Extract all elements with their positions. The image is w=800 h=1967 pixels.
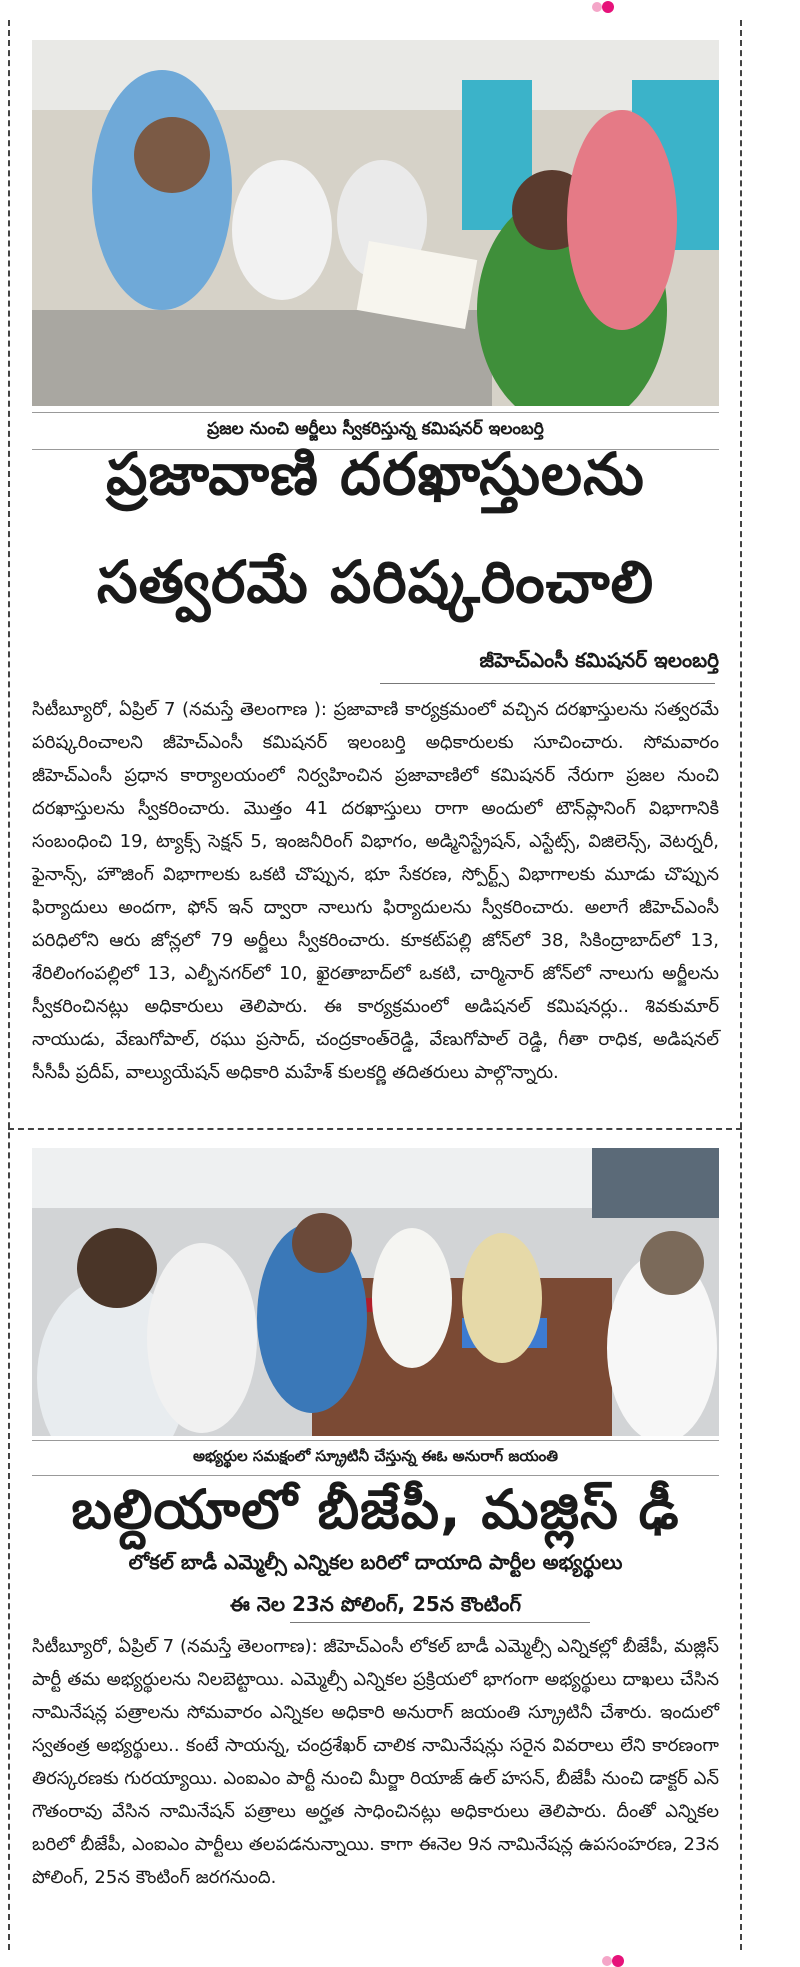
article2-subhead1: లోకల్ బాడీ ఎమ్మెల్సీ ఎన్నికల బరిలో దాయాది పార్టీల అభ్యర్థులు [128,1550,623,1574]
article1-body: సిటీబ్యూరో, ఏప్రిల్ 7 (నమస్తే తెలంగాణ ): ప్రజావాణి కార్యక్రమంలో వచ్చిన దరఖాస్తులను సత్వరమే పరిష్కరించాలని జీహెచ్ఎంసీ కమిషనర్ ఇలంబర్తి అధికారులకు సూచించారు. సోమవారం జీహెచ్ఎంసీ ప్రధాన కార్యాలయంలో నిర్వహించిన ప్రజావాణిలో కమిషనర్ నేరుగా ప్రజల నుంచి దరఖాస్తులను స్వీకరించారు. మొత్తం 41 దరఖాస్తులు రాగా అందులో టౌన్‌ప్లానింగ్ విభాగానికి సంబంధించి 19, ట్యాక్స్ సెక్షన్ 5, ఇంజనీరింగ్ విభాగం, అడ్మినిస్ట్రేషన్, ఎస్టేట్స్, విజిలెన్స్, వెటర్నరీ, ఫైనాన్స్, హౌజింగ్ విభాగాలకు ఒకటి చొప్పున, భూ సేకరణ, స్పోర్ట్స్ విభాగాలకు మూడు చొప్పున ఫిర్యాదులు అందగా, ఫోన్ ఇన్ ద్వారా నాలుగు ఫిర్యాదులను స్వీకరించారు. అలాగే జీహెచ్ఎంసీ పరిధిలోని ఆరు జోన్లలో 79 అర్జీలు స్వీకరించారు. కూకట్‌పల్లి జోన్‌లో 38, సికింద్రాబాద్‌లో 13, శేరిలింగంపల్లిలో 13, ఎల్బీనగర్‌లో 10, ఖైరతాబాద్‌లో ఒకటి, చార్మినార్ జోన్‌లో నాలుగు అర్జీలను స్వీకరించినట్లు అధికారులు తెలిపారు. ఈ కార్యక్రమంలో అడిషనల్ కమిషనర్లు.. శివకుమార్ నాయుడు, వేణుగోపాల్, రఘు ప్రసాద్, చంద్రకాంత్‌రెడ్డి, వేణుగోపాల్ రెడ్డి, గీతా రాధిక, అడిషనల్ సీసీపీ ప్రదీప్, వాల్యుయేషన్ అధికారి మహేశ్ కులకర్ణి తదితరులు పాల్గొన్నారు. [32,699,719,1083]
dashed-border-left [8,20,10,1950]
article2-photo [32,1148,719,1436]
article2-headline: బల్దియాలో బీజేపీ, మజ్లిస్ ఢీ [71,1478,680,1541]
article2-subhead2: ఈ నెల 23న పోలింగ్, 25న కౌంటింగ్ [229,1592,522,1616]
article-divider [8,1128,742,1130]
article1-photo-caption: ప్రజల నుంచి అర్జీలు స్వీకరిస్తున్న కమిషనర్ ఇలంబర్తి [32,412,719,450]
subhead-rule [290,1622,590,1623]
article1-photo [32,40,719,406]
article1-headline-line2: సత్వరమే పరిష్కరించాలి [96,548,655,616]
article2-photo-caption: అభ్యర్థుల సమక్షంలో స్క్రూటినీ చేస్తున్న ఈఓ అనురాగ్ జయంతి [32,1440,719,1476]
decorative-dots-top [592,0,620,12]
byline-rule [380,683,715,684]
article1-headline-line1: ప్రజావాణి దరఖాస్తులను [106,440,645,508]
article2-body: సిటీబ్యూరో, ఏప్రిల్ 7 (నమస్తే తెలంగాణ): జీహెచ్ఎంసీ లోకల్ బాడీ ఎమ్మెల్సీ ఎన్నికల్లో బీజేపీ, మజ్లిస్ పార్టీ తమ అభ్యర్థులను నిలబెట్టాయి. ఎమ్మెల్సీ ఎన్నికల ప్రక్రియలో భాగంగా అభ్యర్థులు దాఖలు చేసిన నామినేషన్ల పత్రాలను సోమవారం ఎన్నికల అధికారి అనురాగ్ జయంతి స్క్రూటినీ చేశారు. ఇందులో స్వతంత్ర అభ్యర్థులు.. కంటే సాయన్న, చంద్రశేఖర్ చాలిక నామినేషన్లు సరైన వివరాలు లేని కారణంగా తిరస్కరణకు గురయ్యాయి. ఎంఐఎం పార్టీ నుంచి మీర్జా రియాజ్ ఉల్ హసన్, బీజేపీ నుంచి డాక్టర్ ఎన్ గౌతంరావు వేసిన నామినేషన్ పత్రాలు అర్హత సాధించినట్లు అధికారులు తెలిపారు. దీంతో ఎన్నికల బరిలో బీజేపీ, ఎంఐఎం పార్టీలు తలపడనున్నాయి. కాగా ఈనెల 9న నామినేషన్ల ఉపసంహరణ, 23న పోలింగ్, 25న కౌంటింగ్ జరగనుంది. [32,1636,720,1888]
decorative-dots-bottom [602,1954,630,1966]
article1-byline: జీహెచ్ఎంసీ కమిషనర్ ఇలంబర్తి [479,648,719,672]
dashed-border-right [740,20,742,1950]
